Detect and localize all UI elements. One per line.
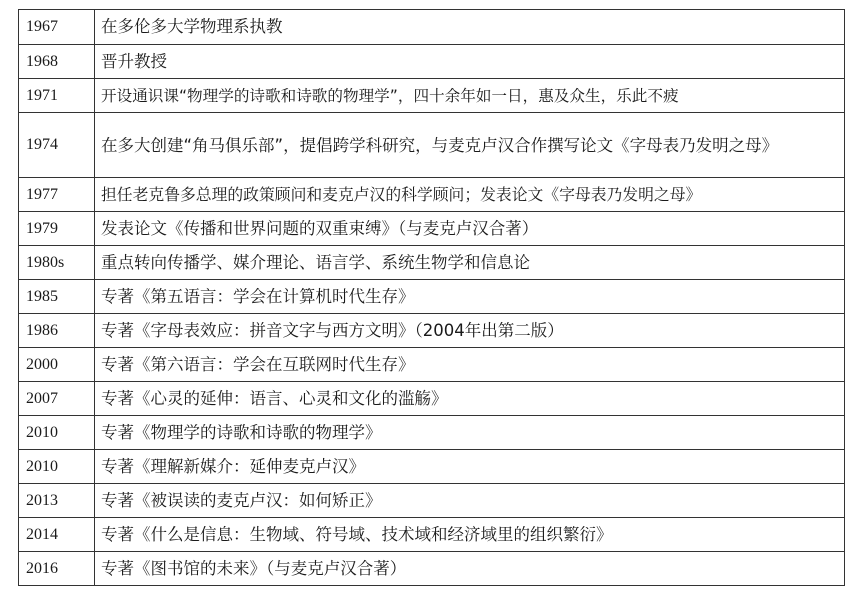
table-row	[19, 314, 845, 348]
year-cell: 1986	[19, 314, 95, 348]
year-cell: 2000	[19, 348, 95, 382]
year-cell: 2013	[19, 484, 95, 518]
event-cell: 专著《第五语言：学会在计算机时代生存》	[95, 280, 845, 314]
event-cell: 专著《图书馆的未来》（与麦克卢汉合著）	[95, 552, 845, 586]
event-cell: 晋升教授	[95, 45, 845, 79]
event-cell: 在多伦多大学物理系执教	[95, 10, 845, 45]
table-row	[19, 178, 845, 212]
year-cell: 1979	[19, 212, 95, 246]
event-cell: 在多大创建“角马俱乐部”，提倡跨学科研究，与麦克卢汉合作撰写论文《字母表乃发明之母》	[95, 113, 845, 178]
table-row	[19, 484, 845, 518]
timeline-table	[18, 9, 845, 586]
table-row	[19, 382, 845, 416]
table-row	[19, 10, 845, 45]
year-cell: 1974	[19, 113, 95, 178]
table-row	[19, 280, 845, 314]
table-row	[19, 518, 845, 552]
table-row	[19, 113, 845, 178]
year-cell: 1985	[19, 280, 95, 314]
event-cell: 专著《被误读的麦克卢汉：如何矫正》	[95, 484, 845, 518]
table-row	[19, 79, 845, 113]
event-cell: 专著《什么是信息：生物域、符号域、技术域和经济域里的组织繁衍》	[95, 518, 845, 552]
table-row	[19, 450, 845, 484]
year-cell: 2010	[19, 450, 95, 484]
event-cell: 发表论文《传播和世界问题的双重束缚》（与麦克卢汉合著）	[95, 212, 845, 246]
year-cell: 1977	[19, 178, 95, 212]
year-cell: 2007	[19, 382, 95, 416]
event-cell: 专著《物理学的诗歌和诗歌的物理学》	[95, 416, 845, 450]
table-row	[19, 45, 845, 79]
table-row	[19, 552, 845, 586]
event-cell: 开设通识课“物理学的诗歌和诗歌的物理学”，四十余年如一日，惠及众生，乐此不疲	[95, 79, 845, 113]
table-row	[19, 212, 845, 246]
table-row	[19, 246, 845, 280]
table-row	[19, 348, 845, 382]
year-cell: 1968	[19, 45, 95, 79]
event-cell: 专著《字母表效应：拼音文字与西方文明》（2004年出第二版）	[95, 314, 845, 348]
event-cell: 专著《心灵的延伸：语言、心灵和文化的滥觞》	[95, 382, 845, 416]
year-cell: 2016	[19, 552, 95, 586]
event-cell: 专著《理解新媒介：延伸麦克卢汉》	[95, 450, 845, 484]
table-row	[19, 416, 845, 450]
event-cell: 担任老克鲁多总理的政策顾问和麦克卢汉的科学顾问；发表论文《字母表乃发明之母》	[95, 178, 845, 212]
event-cell: 重点转向传播学、媒介理论、语言学、系统生物学和信息论	[95, 246, 845, 280]
year-cell: 1967	[19, 10, 95, 45]
year-cell: 1971	[19, 79, 95, 113]
event-cell: 专著《第六语言：学会在互联网时代生存》	[95, 348, 845, 382]
year-cell: 1980s	[19, 246, 95, 280]
year-cell: 2010	[19, 416, 95, 450]
year-cell: 2014	[19, 518, 95, 552]
